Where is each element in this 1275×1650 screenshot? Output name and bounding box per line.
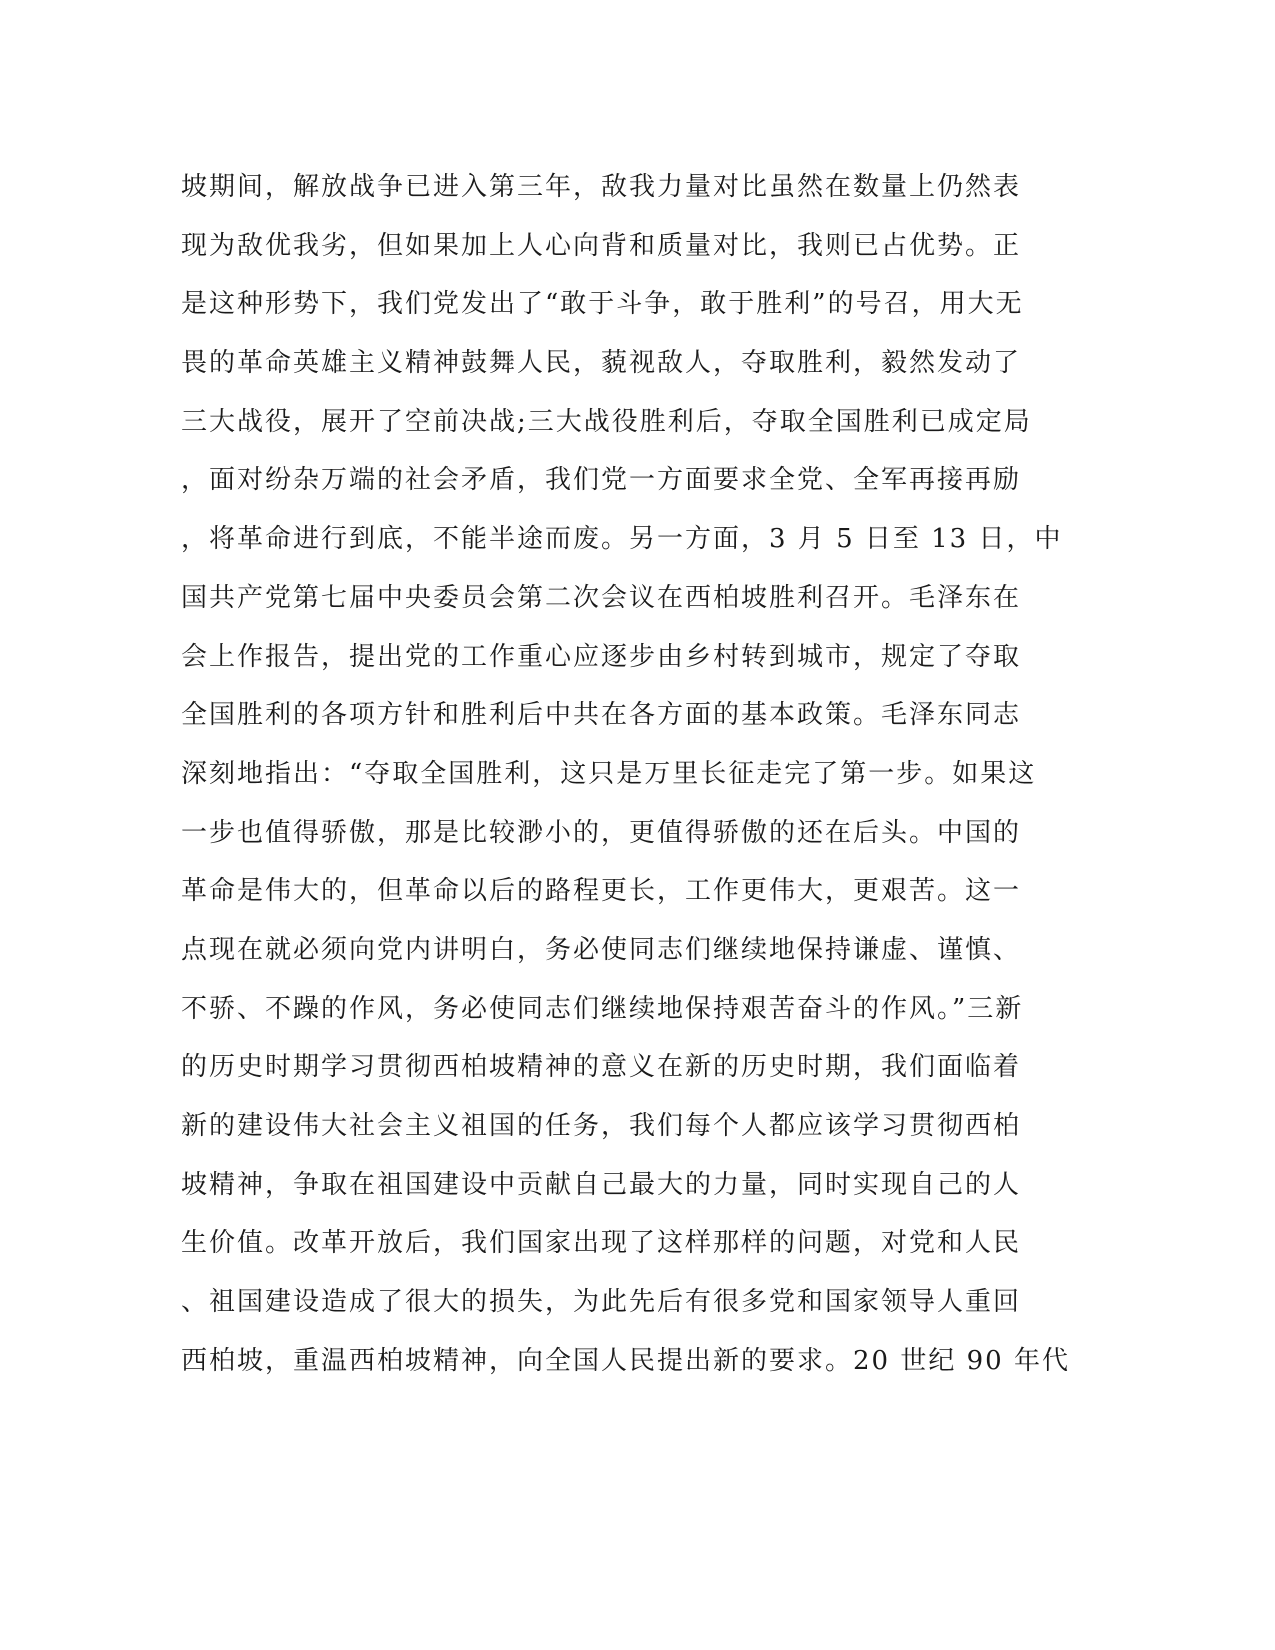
body-text: [181, 158, 1070, 1390]
text-line: 现为敌优我劣，但如果加上人心向背和质量对比，我则已占优势。正: [181, 230, 1022, 261]
text-line: 国共产党第七届中央委员会第二次会议在西柏坡胜利召开。毛泽东在: [181, 582, 1022, 613]
text-line: ，面对纷杂万端的社会矛盾，我们党一方面要求全党、全军再接再励: [181, 465, 1022, 496]
text-line: 会上作报告，提出党的工作重心应逐步由乡村转到城市，规定了夺取: [181, 641, 1022, 672]
text-line: 的历史时期学习贯彻西柏坡精神的意义在新的历史时期，我们面临着: [181, 1052, 1022, 1083]
text-line: 新的建设伟大社会主义祖国的任务，我们每个人都应该学习贯彻西柏: [181, 1111, 1022, 1141]
text-line: 一步也值得骄傲，那是比较渺小的，更值得骄傲的还在后头。中国的: [181, 817, 1022, 848]
text-line: 生价值。改革开放后，我们国家出现了这样那样的问题，对党和人民: [181, 1228, 1022, 1259]
text-line: 西柏坡，重温西柏坡精神，向全国人民提出新的要求。20 世纪 90 年代: [181, 1345, 1070, 1376]
text-line: 坡期间，解放战争已进入第三年，敌我力量对比虽然在数量上仍然表: [181, 172, 1022, 202]
text-line: 革命是伟大的，但革命以后的路程更长，工作更伟大，更艰苦。这一: [181, 876, 1022, 907]
text-line: 不骄、不躁的作风，务必使同志们继续地保持艰苦奋斗的作风。”三新: [181, 993, 1024, 1024]
text-line: 坡精神，争取在祖国建设中贡献自己最大的力量，同时实现自己的人: [181, 1169, 1022, 1200]
text-line: 点现在就必须向党内讲明白，务必使同志们继续地保持谦虚、谨慎、: [181, 934, 1022, 965]
text-line: 畏的革命英雄主义精神鼓舞人民，藐视敌人，夺取胜利，毅然发动了: [181, 348, 1022, 379]
text-line: 、祖国建设造成了很大的损失，为此先后有很多党和国家领导人重回: [181, 1287, 1022, 1318]
text-line: ，将革命进行到底，不能半途而废。另一方面，3 月 5 日至 13 日，中: [181, 524, 1063, 555]
text-line: 是这种形势下，我们党发出了“敢于斗争，敢于胜利”的号召，用大无: [181, 289, 1024, 320]
text-line: 全国胜利的各项方针和胜利后中共在各方面的基本政策。毛泽东同志: [181, 700, 1022, 731]
text-line: 深刻地指出：“夺取全国胜利，这只是万里长征走完了第一步。如果这: [181, 758, 1037, 789]
text-line: 三大战役，展开了空前决战;三大战役胜利后，夺取全国胜利已成定局: [181, 406, 1032, 437]
